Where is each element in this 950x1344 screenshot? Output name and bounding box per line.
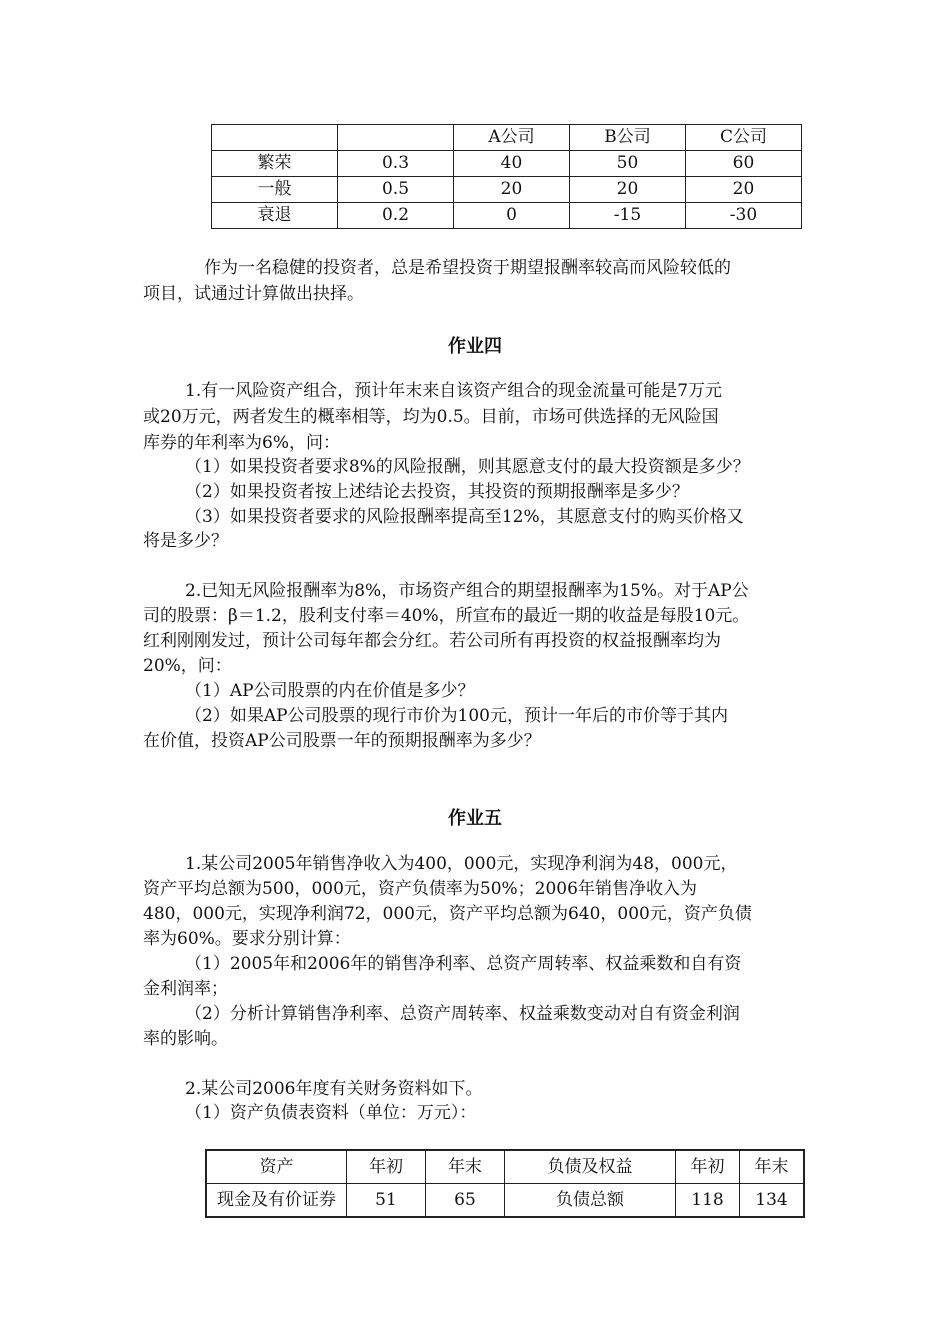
table-cell xyxy=(212,125,338,151)
table-cell: 0 xyxy=(454,203,570,229)
scenario-returns-table xyxy=(211,124,802,229)
table-row xyxy=(212,177,802,203)
paragraph-line: 资产平均总额为500，000元，资产负债率为50%；2006年销售净收入为 xyxy=(143,879,697,899)
table-cell: 118 xyxy=(676,1184,740,1218)
table-cell: 年初 xyxy=(347,1150,426,1184)
table-cell: 年末 xyxy=(426,1150,505,1184)
table-cell: 60 xyxy=(686,151,802,177)
table-cell: C公司 xyxy=(686,125,802,151)
paragraph-line: 金利润率； xyxy=(143,979,228,999)
table-cell: 0.5 xyxy=(338,177,454,203)
table-cell: 65 xyxy=(426,1184,505,1218)
paragraph-line: 作为一名稳健的投资者，总是希望投资于期望报酬率较高而风险较低的 xyxy=(204,258,731,278)
table-cell: 0.3 xyxy=(338,151,454,177)
table-cell: 0.2 xyxy=(338,203,454,229)
paragraph-line: （2）分析计算销售净利率、总资产周转率、权益乘数变动对自有资金利润 xyxy=(185,1004,740,1024)
table-cell: 一般 xyxy=(212,177,338,203)
table-cell: 现金及有价证券 xyxy=(206,1184,347,1218)
paragraph-line: 480，000元，实现净利润72，000元，资产平均总额为640，000元，资产负债 xyxy=(143,904,752,924)
table-cell: 繁荣 xyxy=(212,151,338,177)
table-cell: 50 xyxy=(570,151,686,177)
table-cell: 负债总额 xyxy=(505,1184,676,1218)
table-cell xyxy=(338,125,454,151)
table-cell: 134 xyxy=(740,1184,805,1218)
table-cell: 负债及权益 xyxy=(505,1150,676,1184)
paragraph-line: 司的股票：β＝1.2，股利支付率＝40%，所宣布的最近一期的收益是每股10元。 xyxy=(143,606,750,626)
paragraph-line: 1.某公司2005年销售净收入为400，000元，实现净利润为48，000元， xyxy=(185,854,738,874)
table-cell: 51 xyxy=(347,1184,426,1218)
paragraph-line: （1）2005年和2006年的销售净利率、总资产周转率、权益乘数和自有资 xyxy=(185,954,742,974)
balance-sheet-table xyxy=(205,1149,805,1218)
paragraph-line: （1）如果投资者要求8%的风险报酬，则其愿意支付的最大投资额是多少？ xyxy=(185,457,750,477)
section-title-hw4: 作业四 xyxy=(448,336,502,357)
paragraph-line: 将是多少？ xyxy=(143,531,228,551)
table-cell: A公司 xyxy=(454,125,570,151)
paragraph-line: 红利刚刚发过，预计公司每年都会分红。若公司所有再投资的权益报酬率均为 xyxy=(143,631,721,651)
paragraph-line: 率的影响。 xyxy=(143,1029,228,1049)
table-cell: B公司 xyxy=(570,125,686,151)
paragraph-line: （2）如果投资者按上述结论去投资，其投资的预期报酬率是多少？ xyxy=(185,482,689,502)
table-cell: 年初 xyxy=(676,1150,740,1184)
paragraph-line: （1）AP公司股票的内在价值是多少？ xyxy=(185,681,475,701)
section-title-hw5: 作业五 xyxy=(448,808,502,829)
paragraph-line: 在价值，投资AP公司股票一年的预期报酬率为多少？ xyxy=(143,731,541,751)
paragraph-line: 1.有一风险资产组合，预计年末来自该资产组合的现金流量可能是7万元 xyxy=(185,381,723,401)
paragraph-line: 2.已知无风险报酬率为8%，市场资产组合的期望报酬率为15%。对于AP公 xyxy=(185,581,749,601)
paragraph-line: （2）如果AP公司股票的现行市价为100元，预计一年后的市价等于其内 xyxy=(185,706,728,726)
paragraph-line: 库券的年利率为6%，问： xyxy=(143,433,340,453)
table-cell: 20 xyxy=(454,177,570,203)
table-cell: 40 xyxy=(454,151,570,177)
table-header-row xyxy=(206,1150,804,1184)
table-row xyxy=(212,203,802,229)
paragraph-line: （1）资产负债表资料（单位：万元）： xyxy=(185,1103,477,1123)
table-cell: -30 xyxy=(686,203,802,229)
table-cell: 20 xyxy=(686,177,802,203)
table-cell: 衰退 xyxy=(212,203,338,229)
table-cell: 资产 xyxy=(206,1150,347,1184)
table-cell: 20 xyxy=(570,177,686,203)
table-row xyxy=(212,151,802,177)
paragraph-line: 率为60%。要求分别计算： xyxy=(143,929,351,949)
paragraph-line: 2.某公司2006年度有关财务资料如下。 xyxy=(185,1079,483,1099)
table-cell: 年末 xyxy=(740,1150,805,1184)
paragraph-line: 20%，问： xyxy=(143,656,232,676)
table-cell: -15 xyxy=(570,203,686,229)
table-header-row xyxy=(212,125,802,151)
table-row xyxy=(206,1184,804,1218)
paragraph-line: 或20万元，两者发生的概率相等，均为0.5。目前，市场可供选择的无风险国 xyxy=(143,407,719,427)
paragraph-line: 项目，试通过计算做出抉择。 xyxy=(143,284,364,304)
paragraph-line: （3）如果投资者要求的风险报酬率提高至12%，其愿意支付的购买价格又 xyxy=(185,507,744,527)
